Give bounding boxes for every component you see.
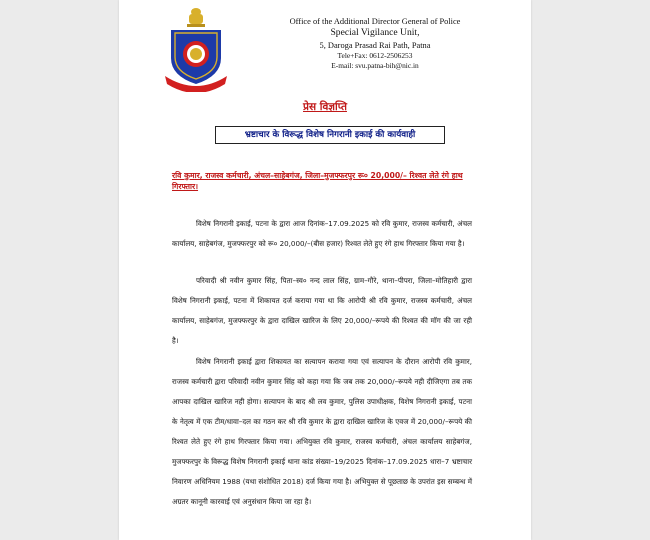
document-title: भ्रष्टाचार के विरूद्ध विशेष निगरानी इकाई की कार्यवाही	[215, 126, 445, 144]
letterhead	[247, 16, 503, 70]
police-emblem-icon	[163, 6, 229, 92]
paragraph-2: परिवादी श्री नवीन कुमार सिंह, पिता–स्व० नन्द लाल सिंह, ग्राम–गौरे, थाना–पीपरा, जिला–मोतिहारी द्वारा विशेष निगरानी इकाई, पटना में शिकायत दर्ज कराया गया था कि आरोपी श्री रवि कुमार, राजस्व कर्मचारी, अंचल कार्यालय, साहेबगंज, मुजफ्फरपुर के द्वारा दाखिल खारिज के लिए 20,000/–रूपये की रिश्वत की मॉग की जा रही है।	[172, 276, 472, 346]
email-address: E-mail: svu.patna-bih@nic.in	[331, 60, 419, 70]
office-title: Office of the Additional Director General of Police	[289, 17, 461, 26]
office-address: 5, Daroga Prasad Rai Path, Patna	[319, 40, 431, 50]
headline: रवि कुमार, राजस्व कर्मचारी, अंचल–साहेबगंज, जिला–मुजफ्फरपुर रू० 20,000/– रिश्वत लेते रंगे हाथ गिरफ्तार।	[172, 171, 463, 191]
press-release-heading: प्रेस विज्ञप्ति	[303, 101, 347, 113]
paragraph-1: विशेष निगरानी इकाई, पटना के द्वारा आज दिनांक–17.09.2025 को रवि कुमार, राजस्व कर्मचारी, अंचल कार्यालय, साहेबगंज, मुजफ्फरपुर को रू० 20,000/–(बीस हजार) रिश्वत लेते हुए रंगे हाथ गिरफ्तार किया गया है।	[172, 219, 472, 249]
document-page	[119, 0, 531, 540]
tele-fax: Tele+Fax: 0612-2506253	[337, 50, 413, 60]
unit-name: Special Vigilance Unit,	[330, 27, 420, 39]
paragraph-3: विशेष निगरानी इकाई द्वारा शिकायत का सत्यापन कराया गया एवं सत्यापन के दौरान आरोपी रवि कुमार, राजस्व कर्मचारी द्वारा परिवादी नवीन कुमार सिंह को कहा गया कि जब तक 20,000/–रूपये नही दीजिएगा तब तक आपका दाखिल खारिज नही होगा। सत्यापन के बाद श्री लव कुमार, पुलिस उपाधीक्षक, विशेष निगरानी इकाई, पटना के नेतृत्व में एक टीम/धावा–दल का गठन कर श्री रवि कुमार के द्वारा दाखिल खारिज के एवज में 20,000/–रूपये की रिश्वत लेते हुए रंगे हाथ गिरफ्तार किया गया। अभियुक्त रवि कुमार, राजस्व कर्मचारी, अंचल कार्यालय साहेबगंज, मुजफ्फरपुर के विरूद्ध विशेष निगरानी इकाई थाना कांड संख्या–19/2025 दिनांक–17.09.2025 धारा–7 भ्रष्टाचार निवारण अधिनियम 1988 (यथा संशोधित 2018) दर्ज किया गया है। अभियुक्त से पूछताछ के उपरांत इस सम्बन्ध में अग्रतर कानूनी कारवाई एवं अनुसंधान किया जा रहा है।	[172, 357, 472, 507]
